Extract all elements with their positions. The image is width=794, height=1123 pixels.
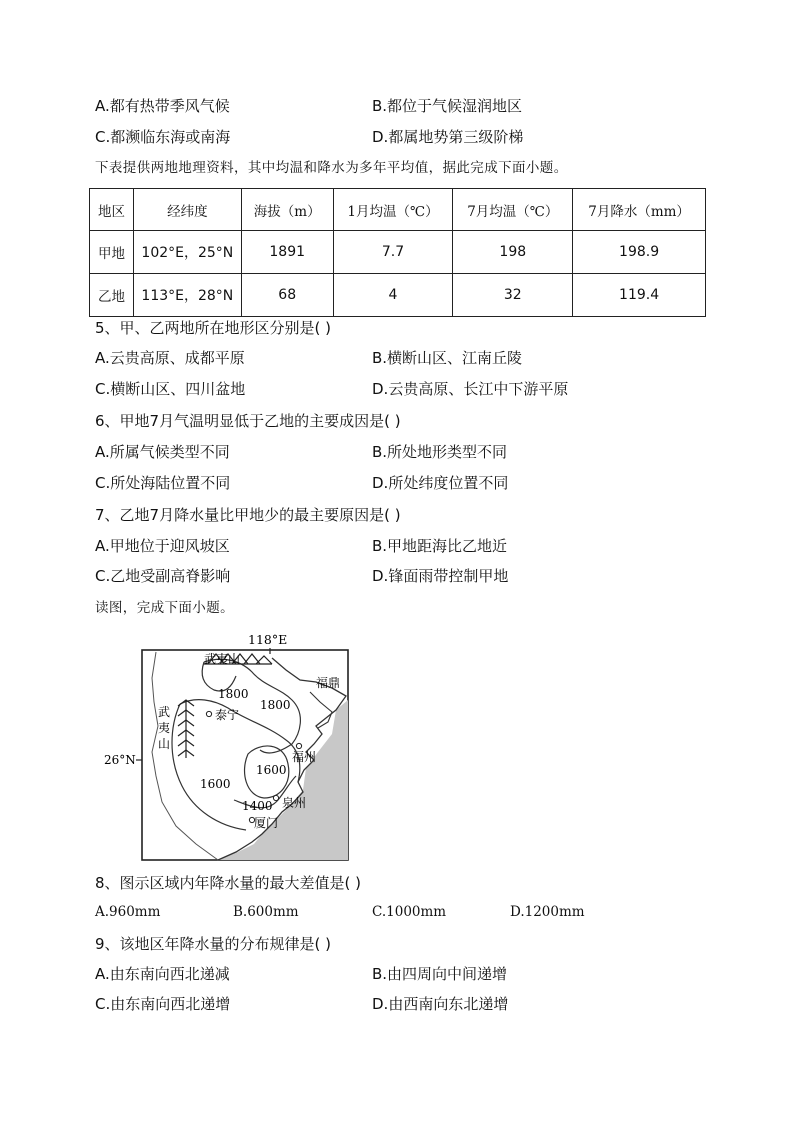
q6-option-d: D.所处纬度位置不同 [372,474,509,492]
isoline-label-1400: 1400 [242,799,273,813]
q8-option-a: A.960mm [95,904,161,920]
taining-dot [206,711,211,716]
q8-option-b: B.600mm [233,904,299,920]
table-cell: 甲地 [90,231,134,274]
isoline-label-1600-a: 1600 [256,763,287,777]
q9-option-d: D.由西南向东北递增 [372,995,509,1013]
header-cell: 经纬度 [133,189,241,231]
table-cell: 102°E，25°N [133,231,241,274]
xiamen-label: 厦门 [254,816,279,830]
q4-option-a: A.都有热带季风气候 [95,97,230,115]
q5-option-a: A.云贵高原、成都平原 [95,349,245,367]
q9-option-c: C.由东南向西北递增 [95,995,231,1013]
q7-option-a: A.甲地位于迎风坡区 [95,537,230,555]
fuzhou-dot [296,743,301,748]
q8-option-c: C.1000mm [372,904,447,920]
mountain-top-label: 武夷山 [204,652,241,666]
table-cell: 1891 [241,231,333,274]
table-header-row [90,189,706,231]
mountain-left-label-1: 武 [158,705,171,719]
header-cell: 7月均温（℃） [453,189,573,231]
table-cell: 198.9 [573,231,706,274]
table-cell: 7.7 [333,231,453,274]
isoline-label-1600-b: 1600 [200,777,231,791]
q5-stem: 5、甲、乙两地所在地形区分别是( ) [95,319,332,337]
q9-stem: 9、该地区年降水量的分布规律是( ) [95,935,332,953]
q6-option-b: B.所处地形类型不同 [372,443,508,461]
q6-stem: 6、甲地7月气温明显低于乙地的主要成因是( ) [95,412,401,430]
fuding-label: 福鼎 [316,676,341,690]
table-cell: 119.4 [573,274,706,317]
q9-option-b: B.由四周向中间递增 [372,965,508,983]
fuzhou-label: 福州 [292,750,317,764]
geo-data-table [89,188,706,317]
map-intro: 读图，完成下面小题。 [95,600,234,616]
header-cell: 地区 [90,189,134,231]
table-intro: 下表提供两地地理资料，其中均温和降水为多年平均值，据此完成下面小题。 [95,160,568,176]
q4-option-c: C.都濒临东海或南海 [95,128,231,146]
q5-option-d: D.云贵高原、长江中下游平原 [372,380,569,398]
mountain-left-label-3: 山 [158,737,171,751]
isoline-label-1800-b: 1800 [260,698,291,712]
q9-option-a: A.由东南向西北递减 [95,965,230,983]
q7-option-d: D.锋面雨带控制甲地 [372,567,509,585]
table-row [90,274,706,317]
table-cell: 4 [333,274,453,317]
table-row [90,231,706,274]
q7-option-b: B.甲地距海比乙地近 [372,537,508,555]
precipitation-map [96,630,356,866]
header-cell: 海拔（m） [241,189,333,231]
mountain-left-label-2: 夷 [158,721,171,735]
table-cell: 113°E，28°N [133,274,241,317]
header-cell: 1月均温（℃） [333,189,453,231]
table-cell: 68 [241,274,333,317]
q8-option-d: D.1200mm [510,904,585,920]
q8-stem: 8、图示区域内年降水量的最大差值是( ) [95,874,362,892]
taining-label: 泰宁 [215,708,240,722]
longitude-label: 118°E [248,632,288,647]
q7-option-c: C.乙地受副高脊影响 [95,567,231,585]
q5-option-c: C.横断山区、四川盆地 [95,380,246,398]
isoline-label-1800-a: 1800 [218,687,249,701]
q5-option-b: B.横断山区、江南丘陵 [372,349,523,367]
q6-option-a: A.所属气候类型不同 [95,443,230,461]
latitude-label: 26°N [104,753,136,767]
quanzhou-label: 泉州 [282,796,307,810]
q7-stem: 7、乙地7月降水量比甲地少的最主要原因是( ) [95,506,401,524]
table-cell: 32 [453,274,573,317]
q4-option-d: D.都属地势第三级阶梯 [372,128,524,146]
table-cell: 乙地 [90,274,134,317]
quanzhou-dot [273,795,278,800]
q4-option-b: B.都位于气候湿润地区 [372,97,523,115]
table-cell: 198 [453,231,573,274]
header-cell: 7月降水（mm） [573,189,706,231]
q6-option-c: C.所处海陆位置不同 [95,474,231,492]
